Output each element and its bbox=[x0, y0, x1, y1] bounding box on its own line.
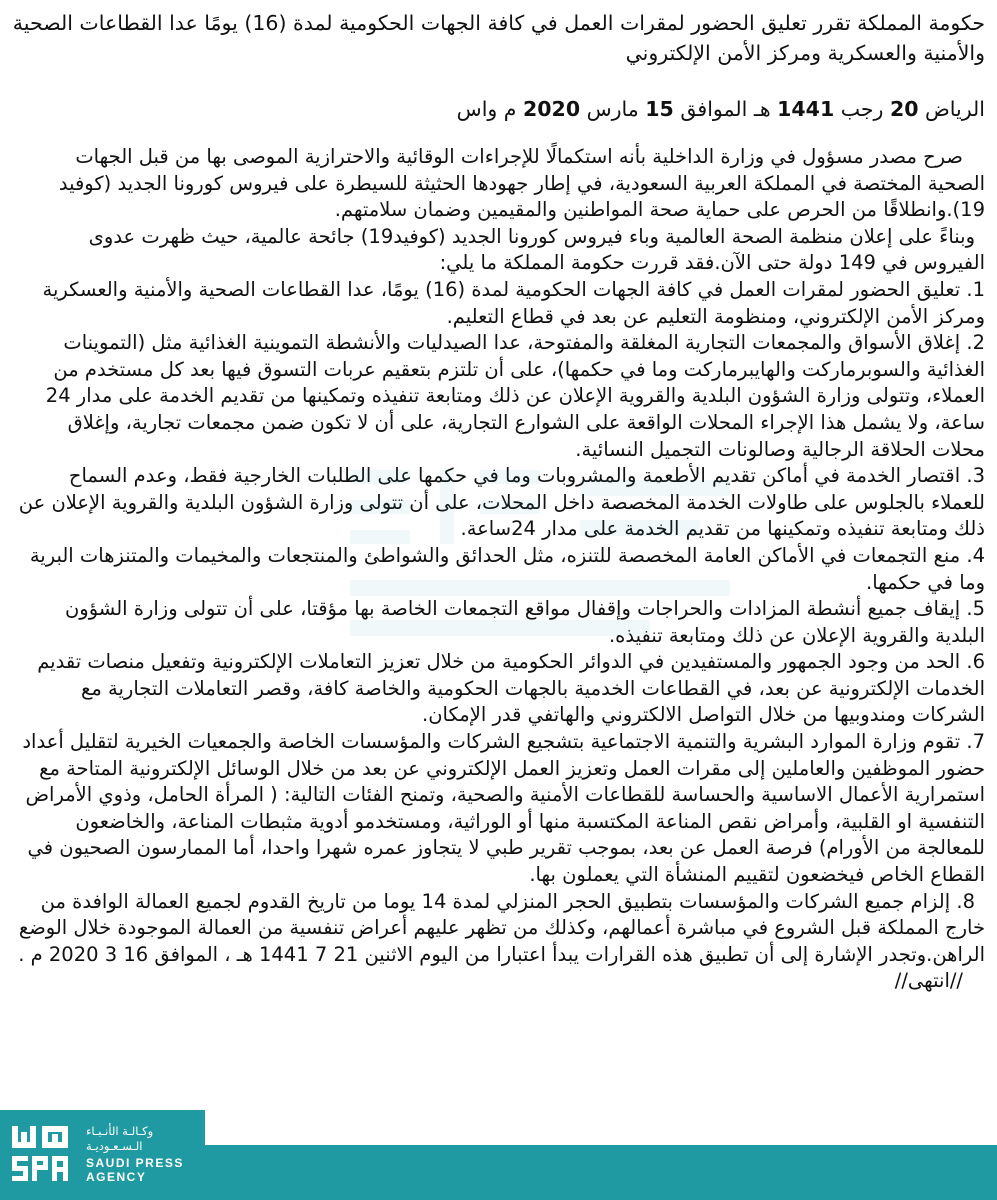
spa-logo bbox=[0, 1110, 205, 1200]
agency-name-arabic-line1: وكـالـة الأنـبـاء bbox=[86, 1124, 154, 1138]
decision-item-1: 1. تعليق الحضور لمقرات العمل في كافة الجهات الحكومية لمدة (16) يومًا، عدا القطاعات الصحية والأمنية والعسكرية ومركز الأمن الإلكتروني، ومنظومة التعليم عن بعد في قطاع التعليم. bbox=[42, 277, 985, 328]
decision-item-4: 4. منع التجمعات في الأماكن العامة المخصصة للتنزه، مثل الحدائق والشواطئ والمنتجعات والمخيمات والمتنزهات البرية وما في حكمها. bbox=[29, 543, 985, 594]
agency-name-arabic-line2: الـسـعـوديـة bbox=[86, 1139, 143, 1153]
decision-item-3: 3. اقتصار الخدمة في أماكن تقديم الأطعمة والمشروبات وما في حكمها على الطلبات الخارجية فقط، وعدم السماح للعملاء بالجلوس على طاولات الخدمة المخصصة داخل المحلات، على أن تتولى وزارة الشؤون البلدية والقروية الإعلان عن ذلك ومتابعة تنفيذه وتمكينها من تقديم الخدمة على مدار 24ساعة. bbox=[18, 464, 985, 541]
decision-item-5: 5. إيقاف جميع أنشطة المزادات والحراجات وإقفال مواقع التجمعات الخاصة بها مؤقتا، على أن تتولى وزارة الشؤون البلدية والقروية الإعلان عن ذلك ومتابعة تنفيذه. bbox=[64, 597, 985, 647]
end-marker: //انتهى// bbox=[894, 969, 963, 993]
dateline-greg-year: 2020 bbox=[523, 97, 581, 121]
news-title: حكومة المملكة تقرر تعليق الحضور لمقرات العمل في كافة الجهات الحكومية لمدة (16) يومًا عدا القطاعات الصحية والأمنية والعسكرية ومركز الأمن الإلكتروني bbox=[12, 11, 985, 65]
dateline-hijri-year: 1441 bbox=[777, 97, 835, 121]
footer bbox=[0, 1110, 997, 1200]
decision-item-7: 7. تقوم وزارة الموارد البشرية والتنمية الاجتماعية بتشجيع الشركات والمؤسسات الخاصة والجمعيات الخيرية لتقليل أعداد حضور الموظفين والعاملين إلى مقرات العمل وتعزيز العمل الإلكتروني عن بعد من خلال الوسائل الإلكترونية المتاحة مع استمرارية الأعمال الاساسية والحساسة للقطاعات الأمنية والصحية، وتمنح الفئات التالية: ( المرأة الحامل، وذوي الأمراض التنفسية او القلبية، وأمراض نقص المناعة المكتسبة منها أو الوراثية، ومستخدمو أدوية مثبطات المناعة، والخاضعون للمعالجة من الأورام) فرصة العمل عن بعد، بموجب تقرير طبي لا يتجاوز عمره شهرا واحدا، أما الممارسون الصحيون في القطاع الخاص فيخضعون لتقييم المنشأة التي يعملون بها. bbox=[22, 730, 985, 887]
decision-item-6: 6. الحد من وجود الجمهور والمستفيدين في الدوائر الحكومية من خلال تعزيز التعاملات الإلكترونية وتفعيل منصات تقديم الخدمات الإلكترونية عن بعد، في القطاعات الخدمية بالجهات الحكومية والخاصة كافة، وقصر التعاملات التجارية مع الشركات ومندوبيها من خلال التواصل الالكتروني والهاتفي قدر الإمكان. bbox=[37, 650, 985, 727]
context-paragraph: وبناءً على إعلان منظمة الصحة العالمية وباء فيروس كورونا الجديد (كوفيد19) جائحة عالمية، حيث ظهرت عدوى الفيروس في 149 دولة حتى الآن.فقد قررت حكومة المملكة ما يلي: bbox=[88, 224, 985, 275]
decision-item-2: 2. إغلاق الأسواق والمجمعات التجارية المغلقة والمفتوحة، عدا الصيدليات والأنشطة التموينية الغذائية مثل (التموينات الغذائية والسوبرماركت والهايبرماركت وما في حكمها)، على أن تلتزم بتعقيم عربات التسوق فيها بعد كل مستخدم من العملاء، وتتولى وزارة الشؤون البلدية والقروية الإعلان عن ذلك ومتابعة تنفيذه وتمكينها من تقديم الخدمة على مدار 24 ساعة، ولا يشمل هذا الإجراء المحلات الواقعة على الشوارع التجارية، على أن لا تكون ضمن مجمعات تجارية، وإغلاق محلات الحلاقة الرجالية وصالونات التجميل النسائية. bbox=[45, 331, 985, 461]
dateline-source: م واس bbox=[456, 97, 524, 121]
agency-name-arabic bbox=[86, 1124, 196, 1154]
spa-logo-mark-icon bbox=[12, 1124, 70, 1186]
dateline-equivalent: هـ الموافق bbox=[673, 97, 778, 121]
decision-item-8: 8. إلزام جميع الشركات والمؤسسات بتطبيق الحجر المنزلي لمدة 14 يوما من تاريخ القدوم لجميع العمالة الوافدة من خارج المملكة قبل الشروع في مباشرة أعمالهم، وكذلك من تظهر عليهم أعراض تنفسية من العمالة الموجودة خلال الوضع الراهن.وتجدر الإشارة إلى أن تطبيق هذه القرارات يبدأ اعتبارا من اليوم الاثنين 21 7 1441 هـ ، الموافق 16 3 2020 م . bbox=[18, 889, 985, 966]
dateline bbox=[12, 94, 985, 124]
intro-paragraph: صرح مصدر مسؤول في وزارة الداخلية بأنه استكمالًا للإجراءات الوقائية والاحترازية الموصى بها من قبل الجهات الصحية المختصة في المملكة العربية السعودية، في إطار جهودها الحثيثة للسيطرة على فيروس كورونا الجديد (كوفيد 19).وانطلاقًا من الحرص على حماية صحة المواطنين والمقيمين وضمان سلامتهم. bbox=[58, 145, 985, 222]
dateline-city: الرياض bbox=[918, 97, 985, 121]
dateline-hijri-month: رجب bbox=[834, 97, 890, 121]
agency-name-english-line2: AGENCY bbox=[86, 1170, 147, 1184]
dateline-greg-day: 15 bbox=[645, 97, 674, 121]
agency-name-english bbox=[86, 1156, 201, 1184]
agency-name-english-line1: SAUDI PRESS bbox=[86, 1156, 184, 1170]
dateline-hijri-day: 20 bbox=[889, 97, 919, 121]
dateline-greg-month: مارس bbox=[580, 97, 646, 121]
news-body bbox=[12, 144, 985, 995]
